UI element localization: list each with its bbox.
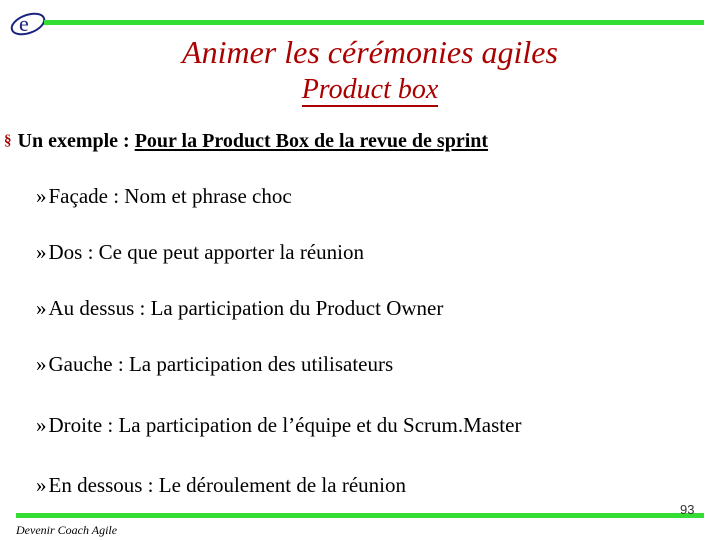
sub-item: »Gauche : La participation des utilisateurs [36, 352, 394, 376]
sub-item: »Droite : La participation de l’équipe et du Scrum.Master [36, 413, 522, 437]
slide-title: Animer les cérémonies agiles [182, 34, 558, 70]
bullet-underlined-text: Pour la Product Box de la revue de sprint [134, 130, 489, 152]
bullet-marker: § [4, 133, 12, 149]
sub-item: »Au dessus : La participation du Product Owner [36, 296, 444, 320]
slide-subtitle: Product box [301, 74, 439, 105]
svg-text:e: e [19, 11, 29, 36]
main-bullet [4, 130, 488, 153]
sub-item: »En dessous : Le déroulement de la réunion [36, 473, 406, 497]
footer-text: Devenir Coach Agile [16, 523, 118, 537]
sub-item: »Dos : Ce que peut apporter la réunion [36, 240, 364, 264]
sub-item: »Façade : Nom et phrase choc [36, 184, 292, 208]
top-divider [44, 20, 704, 25]
page-number: 93 [680, 502, 695, 517]
bottom-divider [16, 513, 704, 518]
bullet-lead: Un exemple : [17, 130, 135, 152]
